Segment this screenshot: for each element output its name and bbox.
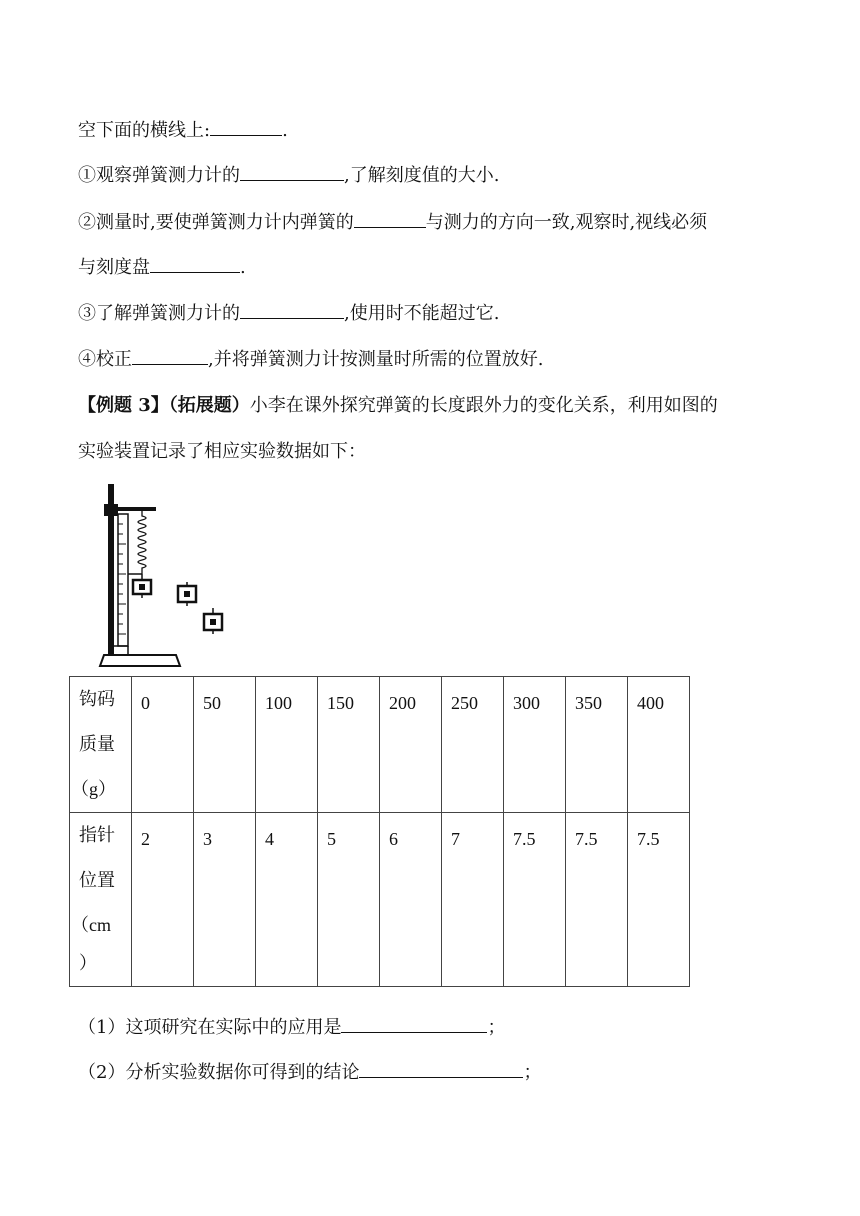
item-2-text-c: 与刻度盘: [78, 257, 150, 278]
table-cell: 400: [628, 677, 690, 813]
blank-8[interactable]: [359, 1076, 523, 1078]
table-cell: 7.5: [504, 813, 566, 987]
intro-end: .: [282, 120, 288, 141]
table-cell: 50: [194, 677, 256, 813]
table-cell: 6: [380, 813, 442, 987]
item-1: [78, 161, 499, 187]
question-2-text: （2）分析实验数据你可得到的结论: [78, 1062, 360, 1083]
top-arm: [116, 507, 156, 511]
header-line: ）: [79, 953, 97, 973]
example-text: 小李在课外探究弹簧的长度跟外力的变化关系，利用如图的: [249, 395, 718, 416]
table-cell: 100: [256, 677, 318, 813]
question-1: [78, 1013, 505, 1039]
header-line: 位置: [79, 870, 115, 890]
blank-2[interactable]: [240, 179, 344, 181]
item-2-cont: [78, 253, 246, 279]
blank-5[interactable]: [240, 317, 344, 319]
data-table: [69, 676, 690, 987]
item-3: [78, 299, 499, 325]
spring-apparatus-figure: [96, 480, 236, 670]
table-cell: 200: [380, 677, 442, 813]
spring: [138, 511, 146, 574]
loose-weight-2: [204, 608, 222, 634]
item-2-text-b: 与测力的方向一致,观察时,视线必须: [425, 212, 708, 233]
row-header-mass: [70, 677, 132, 813]
table-cell: 7: [442, 813, 504, 987]
table-cell: 5: [318, 813, 380, 987]
intro-line: [78, 116, 288, 142]
table-cell: 300: [504, 677, 566, 813]
table-cell: 0: [132, 677, 194, 813]
table-row-position: [70, 813, 690, 987]
example-text-2: 实验装置记录了相应实验数据如下：: [78, 441, 366, 462]
blank-7[interactable]: [341, 1031, 487, 1033]
table-row-mass: [70, 677, 690, 813]
item-2-text-d: .: [240, 257, 246, 278]
item-1-text-b: ,了解刻度值的大小.: [344, 165, 500, 186]
blank-3[interactable]: [354, 226, 426, 228]
header-line: 指针: [79, 825, 115, 845]
question-1-text: （1）这项研究在实际中的应用是: [78, 1017, 342, 1038]
row-header-position: [70, 813, 132, 987]
item-2-text-a: ②测量时,要使弹簧测力计内弹簧的: [78, 212, 354, 233]
item-4-text-a: ④校正: [78, 349, 132, 370]
item-1-text-a: ①观察弹簧测力计的: [78, 165, 240, 186]
table-cell: 3: [194, 813, 256, 987]
blank-4[interactable]: [150, 271, 240, 273]
question-2: [78, 1058, 541, 1084]
table-cell: 2: [132, 813, 194, 987]
header-line: （cm: [71, 915, 111, 935]
header-line: 钩码: [79, 689, 115, 709]
item-3-text-a: ③了解弹簧测力计的: [78, 303, 240, 324]
blank-1[interactable]: [210, 134, 282, 136]
example-heading-cont: [78, 437, 366, 463]
example-heading: [78, 391, 718, 417]
intro-text: 空下面的横线上:: [78, 120, 211, 141]
table-cell: 7.5: [566, 813, 628, 987]
item-3-text-b: ,使用时不能超过它.: [344, 303, 500, 324]
clamp: [104, 504, 118, 516]
table-cell: 150: [318, 677, 380, 813]
item-2: [78, 208, 707, 234]
header-line: （g）: [71, 779, 116, 799]
table-cell: 350: [566, 677, 628, 813]
loose-weight-1: [178, 582, 196, 606]
table-cell: 250: [442, 677, 504, 813]
item-4: [78, 345, 543, 371]
table-cell: 4: [256, 813, 318, 987]
example-tag: 【例题 3】（拓展题）: [78, 395, 250, 416]
table-cell: 7.5: [628, 813, 690, 987]
question-2-end: ；: [523, 1062, 542, 1083]
header-line: 质量: [79, 734, 115, 754]
question-1-end: ；: [487, 1017, 506, 1038]
item-4-text-b: ,并将弹簧测力计按测量时所需的位置放好.: [208, 349, 544, 370]
blank-6[interactable]: [132, 363, 208, 365]
